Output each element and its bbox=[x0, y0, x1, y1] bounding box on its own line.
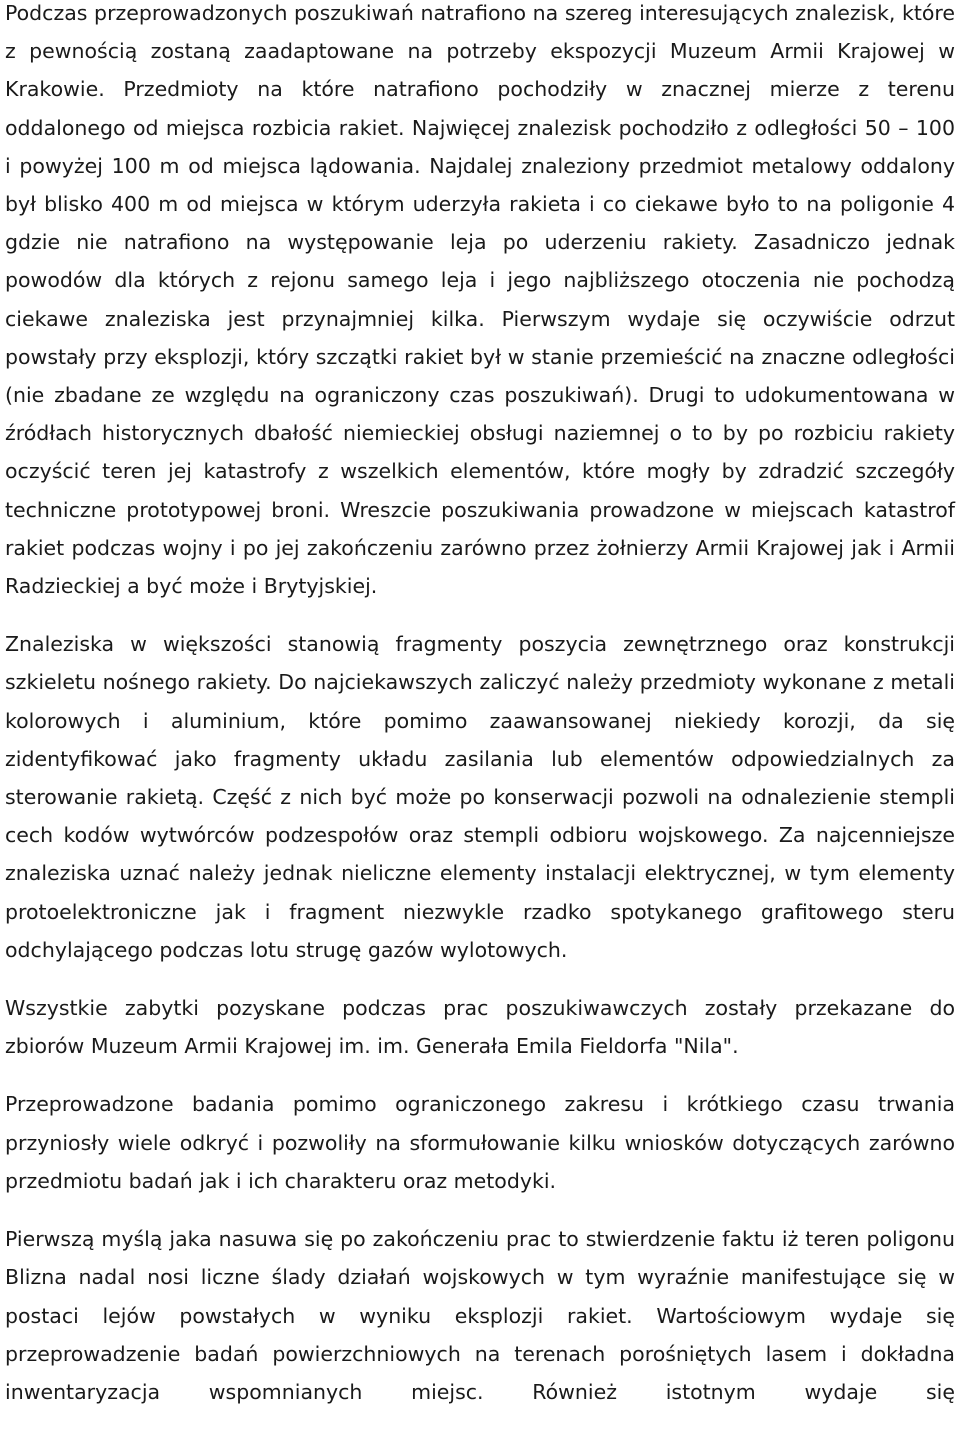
paragraph-5: Pierwszą myślą jaka nasuwa się po zakończeniu prac to stwierdzenie faktu iż teren poligonu Blizna nadal nosi liczne ślady działań wojskowych w tym wyraźnie manifestujące się w postaci lejów powstałych w wyniku eksplozji rakiet. Wartościowym wydaje się przeprowadzenie badań powierzchniowych na terenach porośniętych lasem i dokładna inwentaryzacja wspomnianych miejsc. Również istotnym wydaje się bbox=[5, 1227, 955, 1404]
paragraph-4: Przeprowadzone badania pomimo ograniczonego zakresu i krótkiego czasu trwania przyniosły wiele odkryć i pozwoliły na sformułowanie kilku wniosków dotyczących zarówno przedmiotu badań jak i ich charakteru oraz metodyki. bbox=[5, 1092, 955, 1193]
paragraph-2: Znaleziska w większości stanowią fragmenty poszycia zewnętrznego oraz konstrukcji szkieletu nośnego rakiety. Do najciekawszych zaliczyć należy przedmioty wykonane z metali kolorowych i aluminium, które pomimo zaawansowanej niekiedy korozji, da się zidentyfikować jako fragmenty układu zasilania lub elementów odpowiedzialnych za sterowanie rakietą. Część z nich być może po konserwacji pozwoli na odnalezienie stempli cech kodów wytwórców podzespołów oraz stempli odbioru wojskowego. Za najcenniejsze znaleziska uznać należy jednak nieliczne elementy instalacji elektrycznej, w tym elementy protoelektroniczne jak i fragment niezwykle rzadko spotykanego grafitowego steru odchylającego podczas lotu strugę gazów wylotowych. bbox=[5, 632, 955, 962]
paragraph-1: Podczas przeprowadzonych poszukiwań natrafiono na szereg interesujących znalezisk, które z pewnością zostaną zaadaptowane na potrzeby ekspozycji Muzeum Armii Krajowej w Krakowie. Przedmioty na które natrafiono pochodziły w znacznej mierze z terenu oddalonego od miejsca rozbicia rakiet. Najwięcej znalezisk pochodziło z odległości 50 – 100 i powyżej 100 m od miejsca lądowania. Najdalej znaleziony przedmiot metalowy oddalony był blisko 400 m od miejsca w którym uderzyła rakieta i co ciekawe było to na poligonie 4 gdzie nie natrafiono na występowanie leja po uderzeniu rakiety. Zasadniczo jednak powodów dla których z rejonu samego leja i jego najbliższego otoczenia nie pochodzą ciekawe znaleziska jest przynajmniej kilka. Pierwszym wydaje się oczywiście odrzut powstały przy eksplozji, który szczątki rakiet był w stanie przemieścić na znaczne odległości (nie zbadane ze względu na ograniczony czas poszukiwań). Drugi to udokumentowana w źródłach historycznych dbałość niemieckiej obsługi naziemnej o to by po rozbiciu rakiety oczyścić teren jej katastrofy z wszelkich elementów, które mogły by zdradzić szczegóły techniczne prototypowej broni. Wreszcie poszukiwania prowadzone w miejscach katastrof rakiet podczas wojny i po jej zakończeniu zarówno przez żołnierzy Armii Krajowej jak i Armii Radzieckiej a być może i Brytyjskiej. bbox=[5, 1, 955, 599]
paragraph-3: Wszystkie zabytki pozyskane podczas prac poszukiwawczych zostały przekazane do zbiorów Muzeum Armii Krajowej im. im. Generała Emila Fieldorfa "Nila". bbox=[5, 996, 955, 1059]
